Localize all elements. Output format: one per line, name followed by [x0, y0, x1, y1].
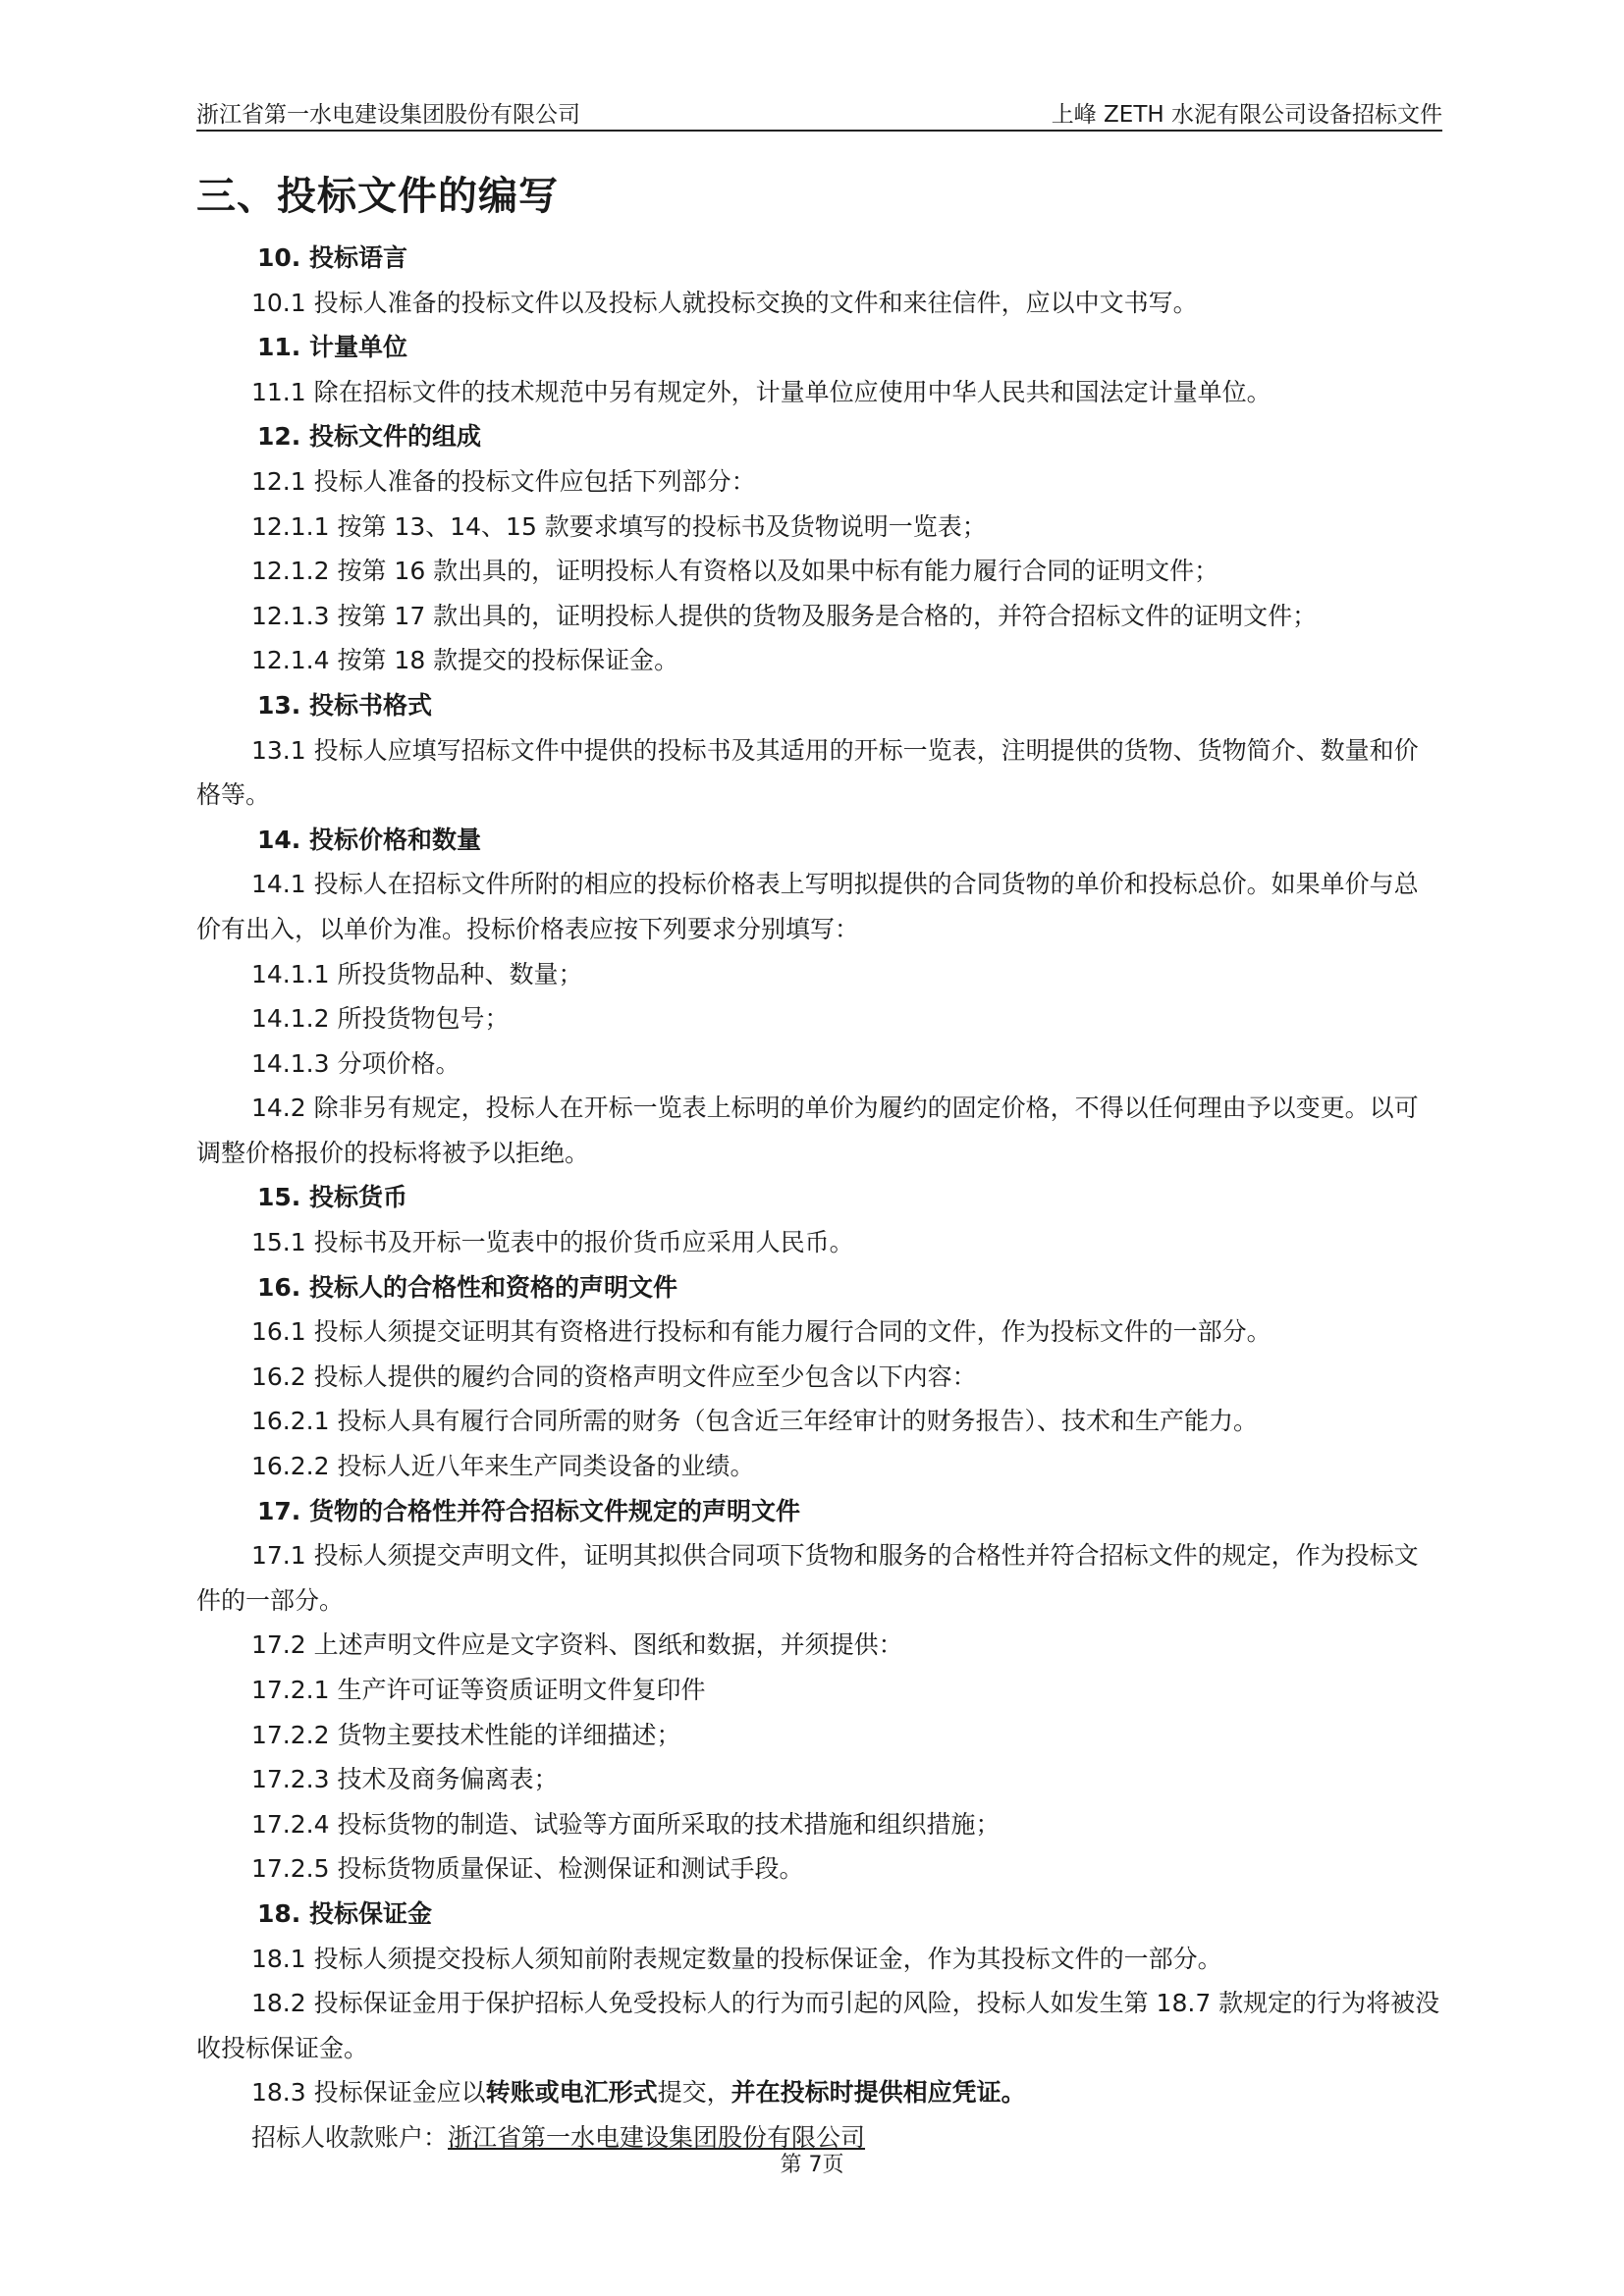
paragraph-16-2-2: 16.2.2 投标人近八年来生产同类设备的业绩。 — [251, 1452, 755, 1481]
paragraph-12-1-4: 12.1.4 按第 18 款提交的投标保证金。 — [251, 646, 679, 675]
paragraph-17-2-4: 17.2.4 投标货物的制造、试验等方面所采取的技术措施和组织措施； — [251, 1809, 1001, 1839]
paragraph-17-2: 17.2 上述声明文件应是文字资料、图纸和数据，并须提供： — [251, 1630, 903, 1660]
p183-bold-voucher: 并在投标时提供相应凭证。 — [731, 2078, 1026, 2108]
paragraph-17-2-5: 17.2.5 投标货物质量保证、检测保证和测试手段。 — [251, 1854, 804, 1884]
paragraph-18-1: 18.1 投标人须提交投标人须知前附表规定数量的投标保证金，作为其投标文件的一部分。 — [251, 1944, 1222, 1973]
paragraph-13-1: 13.1 投标人应填写招标文件中提供的投标书及其适用的开标一览表，注明提供的货物、货物简介、数量和价格等。 — [196, 735, 1419, 810]
p183-bold-transfer: 转账或电汇形式 — [485, 2078, 658, 2108]
paragraph-12-1-3: 12.1.3 按第 17 款出具的，证明投标人提供的货物及服务是合格的，并符合招标文件的证明文件； — [251, 601, 1318, 630]
paragraph-12-1-1: 12.1.1 按第 13、14、15 款要求填写的投标书及货物说明一览表； — [251, 511, 987, 541]
header-document-title: 上峰 ZETH 水泥有限公司设备招标文件 — [1051, 102, 1442, 128]
paragraph-17-2-3: 17.2.3 技术及商务偏离表； — [251, 1765, 559, 1794]
p183-text-a: 18.3 投标保证金应以 — [251, 2078, 486, 2108]
paragraph-14-1-2: 14.1.2 所投货物包号； — [251, 1004, 510, 1034]
paragraph-12-1: 12.1 投标人准备的投标文件应包括下列部分： — [251, 466, 756, 496]
paragraph-17-1: 17.1 投标人须提交声明文件，证明其拟供合同项下货物和服务的合格性并符合招标文件的规定，作为投标文件的一部分。 — [196, 1541, 1419, 1615]
heading-14: 14. 投标价格和数量 — [257, 825, 481, 854]
paragraph-17-2-2: 17.2.2 货物主要技术性能的详细描述； — [251, 1720, 681, 1749]
heading-15: 15. 投标货币 — [257, 1183, 407, 1212]
account-label: 招标人收款账户： — [251, 2122, 449, 2152]
paragraph-17-2-1: 17.2.1 生产许可证等资质证明文件复印件 — [251, 1676, 706, 1704]
paragraph-16-2: 16.2 投标人提供的履约合同的资格声明文件应至少包含以下内容： — [251, 1362, 977, 1391]
paragraph-10-1: 10.1 投标人准备的投标文件以及投标人就投标交换的文件和来往信件，应以中文书写。 — [251, 288, 1198, 317]
paragraph-14-1-3: 14.1.3 分项价格。 — [251, 1048, 460, 1078]
paragraph-16-2-1: 16.2.1 投标人具有履行合同所需的财务（包含近三年经审计的财务报告）、技术和生产能力。 — [251, 1407, 1258, 1436]
heading-16: 16. 投标人的合格性和资格的声明文件 — [257, 1272, 677, 1302]
header-company: 浙江省第一水电建设集团股份有限公司 — [196, 102, 580, 128]
page-header — [196, 90, 1442, 132]
paragraph-14-1: 14.1 投标人在招标文件所附的相应的投标价格表上写明拟提供的合同货物的单价和投标总价。如果单价与总价有出入，以单价为准。投标价格表应按下列要求分别填写： — [196, 870, 1419, 943]
paragraph-18-2: 18.2 投标保证金用于保护招标人免受投标人的行为而引起的风险，投标人如发生第 18.7 款规定的行为将被没收投标保证金。 — [196, 1989, 1440, 2062]
paragraph-16-1: 16.1 投标人须提交证明其有资格进行投标和有能力履行合同的文件，作为投标文件的一部分。 — [251, 1317, 1272, 1347]
paragraph-15-1: 15.1 投标书及开标一览表中的报价货币应采用人民币。 — [251, 1228, 854, 1257]
document-body — [196, 167, 1442, 2161]
heading-18: 18. 投标保证金 — [257, 1898, 432, 1928]
page-number: 第 7页 — [780, 2153, 844, 2177]
heading-17: 17. 货物的合格性并符合招标文件规定的声明文件 — [257, 1496, 800, 1525]
paragraph-12-1-2: 12.1.2 按第 16 款出具的，证明投标人有资格以及如果中标有能力履行合同的证明文件； — [251, 557, 1219, 586]
heading-11: 11. 计量单位 — [257, 333, 407, 362]
paragraph-14-2: 14.2 除非另有规定，投标人在开标一览表上标明的单价为履约的固定价格，不得以任何理由予以变更。以可调整价格报价的投标将被予以拒绝。 — [196, 1094, 1419, 1167]
heading-10: 10. 投标语言 — [257, 243, 407, 272]
paragraph-14-1-1: 14.1.1 所投货物品种、数量； — [251, 959, 583, 988]
heading-12: 12. 投标文件的组成 — [257, 422, 481, 452]
account-name: 浙江省第一水电建设集团股份有限公司 — [448, 2122, 866, 2152]
paragraph-18-3 — [196, 2070, 1442, 2115]
p183-text-c: 提交， — [657, 2078, 731, 2108]
heading-13: 13. 投标书格式 — [257, 690, 432, 720]
section-title: 三、投标文件的编写 — [196, 174, 559, 219]
paragraph-11-1: 11.1 除在招标文件的技术规范中另有规定外，计量单位应使用中华人民共和国法定计量单位。 — [251, 377, 1272, 406]
